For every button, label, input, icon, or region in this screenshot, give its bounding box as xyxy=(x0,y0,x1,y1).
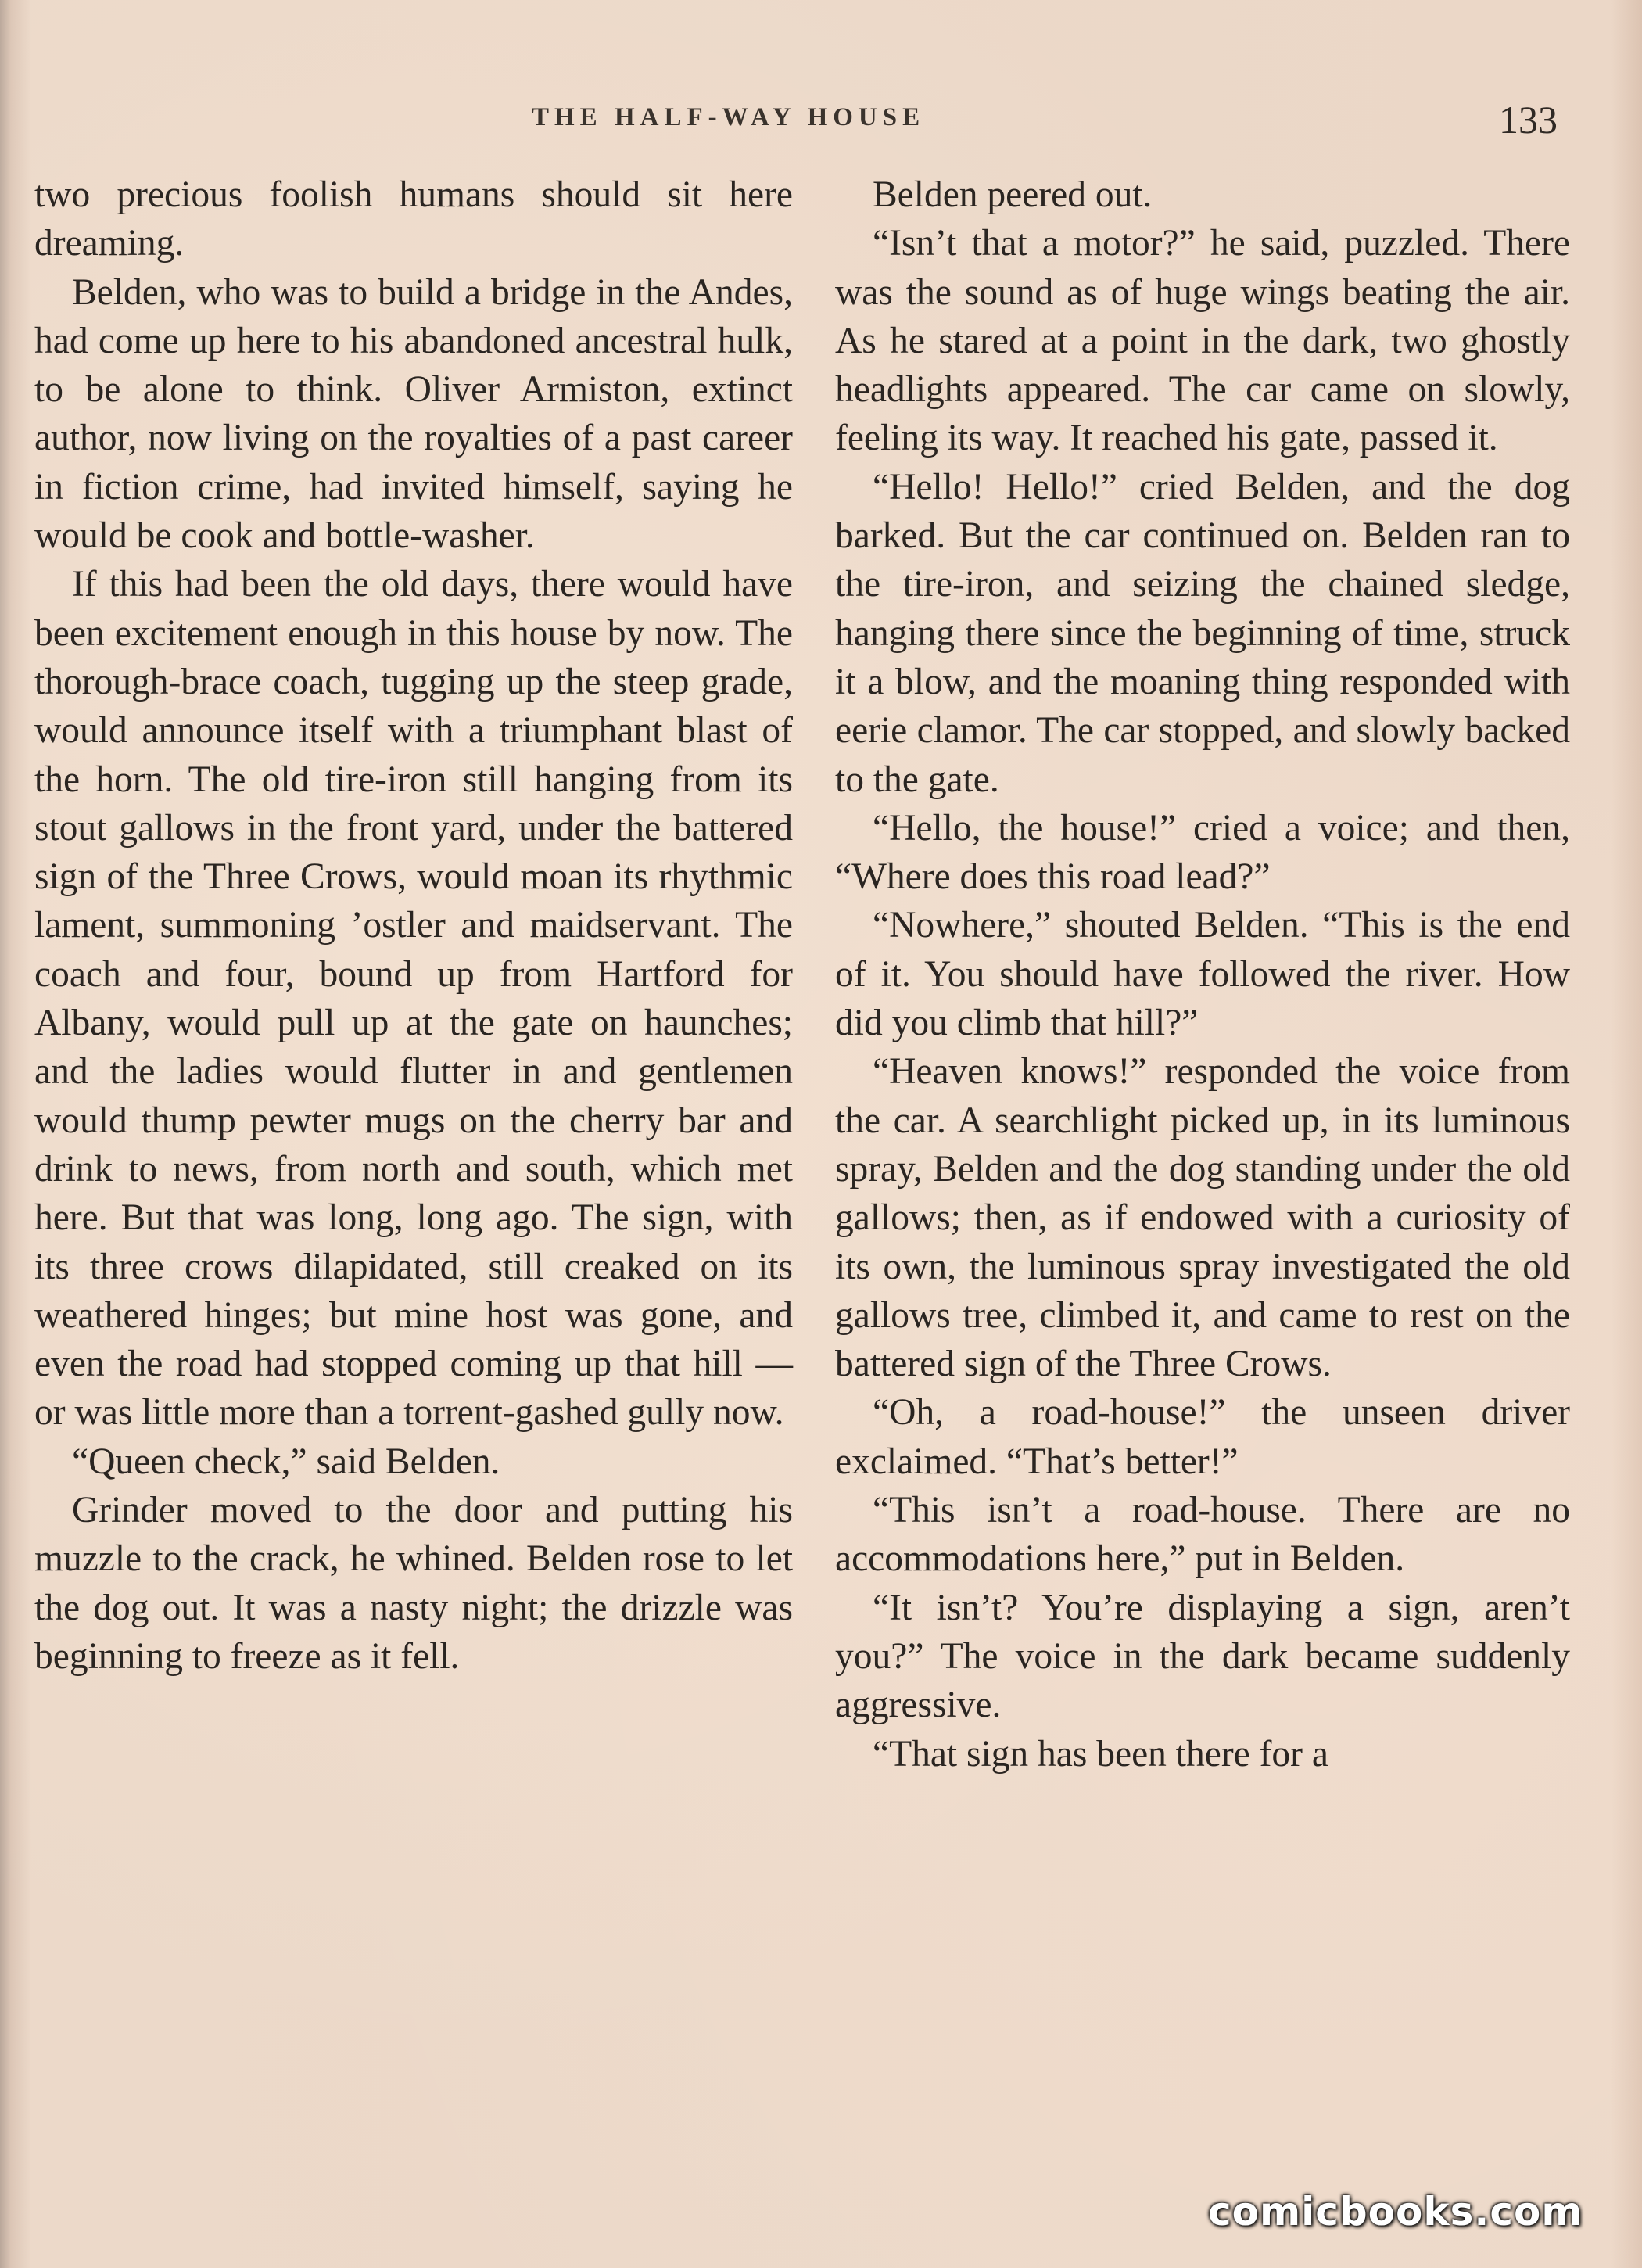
paragraph: “It isn’t? You’re displaying a sign, aren’t you?” The voice in the dark became suddenly aggressive. xyxy=(835,1587,1570,1726)
left-column xyxy=(34,170,793,1681)
paragraph: Belden, who was to build a bridge in the Andes, had come up here to his abandoned ancestral hulk, to be alone to think. Oliver Armiston, extinct author, now living on the royalties of a past career in fiction crime, had invited himself, saying he would be cook and bottle-washer. xyxy=(34,271,793,557)
paragraph: “Nowhere,” shouted Belden. “This is the end of it. You should have followed the river. How did you climb that hill?” xyxy=(835,905,1570,1044)
paragraph: “Isn’t that a motor?” he said, puzzled. There was the sound as of huge wings beating the air. As he stared at a point in the dark, two ghostly headlights appeared. The car came on slowly, feeling its way. It reached his gate, passed it. xyxy=(835,223,1570,459)
paragraph: “Hello! Hello!” cried Belden, and the dog barked. But the car continued on. Belden ran to the tire-iron, and seizing the chained sledge, hanging there since the beginning of time, struck it a blow, and the moaning thing responded with eerie clamor. The car stopped, and slowly backed to the gate. xyxy=(835,466,1570,800)
paragraph: “Oh, a road-house!” the unseen driver exclaimed. “That’s better!” xyxy=(835,1392,1570,1482)
paragraph: “That sign has been there for a xyxy=(873,1733,1328,1775)
page-number: 133 xyxy=(1499,98,1558,142)
running-title: THE HALF-WAY HOUSE xyxy=(532,103,926,131)
right-column xyxy=(835,170,1570,1778)
paragraph: “Heaven knows!” responded the voice from the car. A searchlight picked up, in its luminous spray, Belden and the dog standing under the old gallows; then, as if endowed with a curiosity of its own, the luminous spray investigated the old gallows tree, climbed it, and came to rest on the battered sign of the Three Crows. xyxy=(835,1051,1570,1385)
paragraph: “This isn’t a road-house. There are no accommodations here,” put in Belden. xyxy=(835,1490,1570,1580)
paragraph: If this had been the old days, there would have been excitement enough in this house by now. The thorough-brace coach, tugging up the steep grade, would announce itself with a triumphant blast of the horn. The old tire-iron still hanging from its stout gallows in the front yard, under the battered sign of the Three Crows, would moan its rhythmic lament, summoning ’ostler and maidservant. The coach and four, bound up from Hartford for Albany, would pull up at the gate on haunches; and the ladies would flutter in and gentlemen would thump pewter mugs on the cherry bar and drink to news, from north and south, which met here. But that was long, long ago. The sign, with its three crows dilapidated, still creaked on its weathered hinges; but mine host was gone, and even the road had stopped coming up that hill — or was little more than a torrent-gashed gully now. xyxy=(34,564,793,1434)
paragraph: “Queen check,” said Belden. xyxy=(72,1441,500,1482)
paragraph: Grinder moved to the door and putting his muzzle to the crack, he whined. Belden rose to let the dog out. It was a nasty night; the drizzle was beginning to freeze as it fell. xyxy=(34,1490,793,1677)
paragraph: “Hello, the house!” cried a voice; and then, “Where does this road lead?” xyxy=(835,807,1570,898)
running-head xyxy=(0,98,1642,150)
watermark-text: comicbooks.com xyxy=(1208,2189,1583,2234)
paragraph: Belden peered out. xyxy=(873,174,1153,215)
paragraph: two precious foolish humans should sit here dreaming. xyxy=(34,174,793,264)
